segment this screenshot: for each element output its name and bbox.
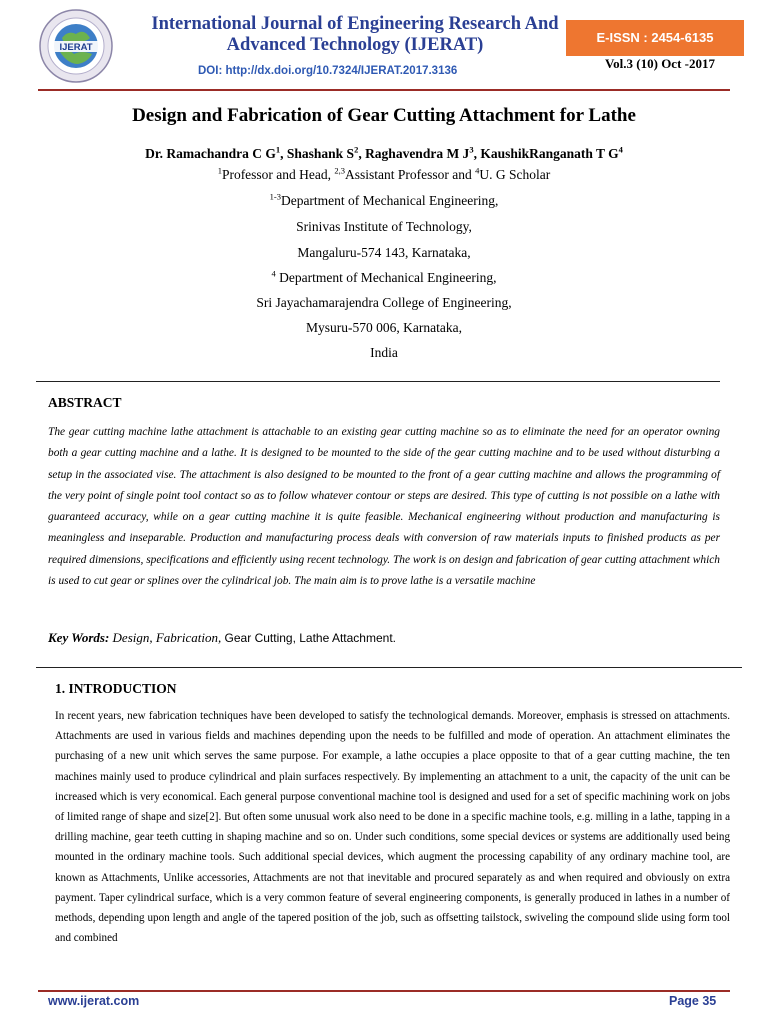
introduction-text: In recent years, new fabrication techniques have been developed to satisfy the technological demands. Moreover, emphasis is stressed on attachments. Attachments are used in various fields and machines depending upon the needs to be fulfilled and mode of operation. An attachment eliminates the purchasing of a new unit which serves the same purpose. For example, a lathe occupies a place opposite to that of a gear cutting machine, the ten machines mainly used to produce cylindrical and plain surfaces respectively. By implementing an attachment to a unit, the capacity of the unit can be increased which is very economical. Each general purpose conventional machine tool is designed and used for a set of specific machining work on jobs of limited range of shape and size[2]. But often some unusual work also need to be done in a specific machine tools, e.g. milling in a lathe, tapping in a drilling machine, gear teeth cutting in shaping machine and so on. Under such conditions, some special devices or systems are additionally used being mounted in the ordinary machine tools. Such additional special devices, which augment the processing capability of any ordinary machine tool, are known as Attachments, Unlike accessories, Attachments are not that inevitable and procured separately as and when required and obviously on extra payment. Taper cylindrical surface, which is a very common feature of several engineering components, is generally produced in lathes in a number of methods, depending upon length and angle of the tapered position of the job, such as offsetting tailstock, swiveling the compound slide using form tool and combined xyxy=(55,710,730,945)
section-divider-top xyxy=(36,381,720,382)
author-separator: , xyxy=(280,146,287,161)
author-affiliation-mark: 4 xyxy=(618,144,623,155)
volume-issue: Vol.3 (10) Oct -2017 xyxy=(604,56,715,71)
header-divider xyxy=(38,89,730,91)
author-name: Shashank S xyxy=(286,146,355,161)
affiliation2-dept: $^4$ Department of Mechanical Engineering, xyxy=(271,268,497,285)
affiliation2-country: India xyxy=(370,345,398,360)
section-divider-bottom xyxy=(36,667,742,668)
journal-title xyxy=(140,14,570,56)
author-separator: , xyxy=(358,146,366,161)
author-affiliation-mark: 3 xyxy=(469,144,474,155)
abstract-heading: ABSTRACT xyxy=(48,395,122,410)
footer-divider xyxy=(38,990,730,992)
author-list xyxy=(0,146,768,162)
journal-title-line1: International Journal of Engineering Research And xyxy=(151,14,559,34)
affiliation1-dept: $^{1-3}$Department of Mechanical Engineering, xyxy=(269,191,499,208)
author-name: Dr. Ramachandra C G xyxy=(145,146,276,161)
keywords-italic: Design, Fabrication, xyxy=(109,630,222,645)
keywords xyxy=(48,630,396,646)
journal-title-line2: Advanced Technology (IJERAT) xyxy=(226,35,484,55)
introduction-heading: 1. INTRODUCTION xyxy=(55,681,177,696)
affiliation1-institute: Srinivas Institute of Technology, xyxy=(296,219,472,234)
issn-badge: E-ISSN : 2454-6135 xyxy=(566,20,744,56)
doi-link[interactable]: DOI: http://dx.doi.org/10.7324/IJERAT.2017.3136 xyxy=(198,65,458,77)
page-number: Page 35 xyxy=(669,994,717,1008)
author-affiliation-mark: 1 xyxy=(275,144,281,155)
affiliation1-city: Mangaluru-574 143, Karnataka, xyxy=(297,245,471,260)
author-roles: $^1$Professor and Head, $^{2,3}$Assistant Professor and $^4$U. G Scholar xyxy=(217,165,551,182)
svg-text:IJERAT: IJERAT xyxy=(59,42,93,53)
affiliation2-institute: Sri Jayachamarajendra College of Engineering, xyxy=(256,295,512,310)
author-affiliation-mark: 2 xyxy=(354,144,359,155)
affiliation2-city: Mysuru-570 006, Karnataka, xyxy=(306,320,462,335)
keywords-label: Key Words: xyxy=(48,630,110,645)
author-name: KaushikRanganath T G xyxy=(480,146,619,161)
keywords-plain: Gear Cutting, Lathe Attachment. xyxy=(221,631,396,645)
journal-logo-icon xyxy=(38,8,114,84)
paper-title: Design and Fabrication of Gear Cutting Attachment for Lathe xyxy=(132,105,636,126)
author-separator: , xyxy=(473,146,481,161)
abstract-text: The gear cutting machine lathe attachment is attachable to an existing gear cutting machine so as to eliminate the need for an operator owning both a gear cutting machine and a lathe. It is designed to be mounted to the side of the gear cutting machine and to be used without disturbing a setup in the associated vise. The attachment is also designed to be mounted to the front of a gear cutting machine and allows the programming of the very point of single point tool contact so as to follow whatever contour or steps are desired. This type of cutting is not possible on a lathe with guaranteed accuracy, while on a gear cutting machine it is quite feasible. Mechanical engineering without production and manufacturing is meaningless and inseparable. Production and manufacturing process deals with conversion of raw materials inputs to finished products as per required dimensions, specifications and efficiently using recent technology. The work is on design and fabrication of gear cutting attachment which is used to cut gear or splines over the cylindrical job. The main aim is to prove lathe is a versatile machine xyxy=(48,426,720,588)
footer-website-link[interactable]: www.ijerat.com xyxy=(48,994,140,1008)
author-name: Raghavendra M J xyxy=(365,146,470,161)
